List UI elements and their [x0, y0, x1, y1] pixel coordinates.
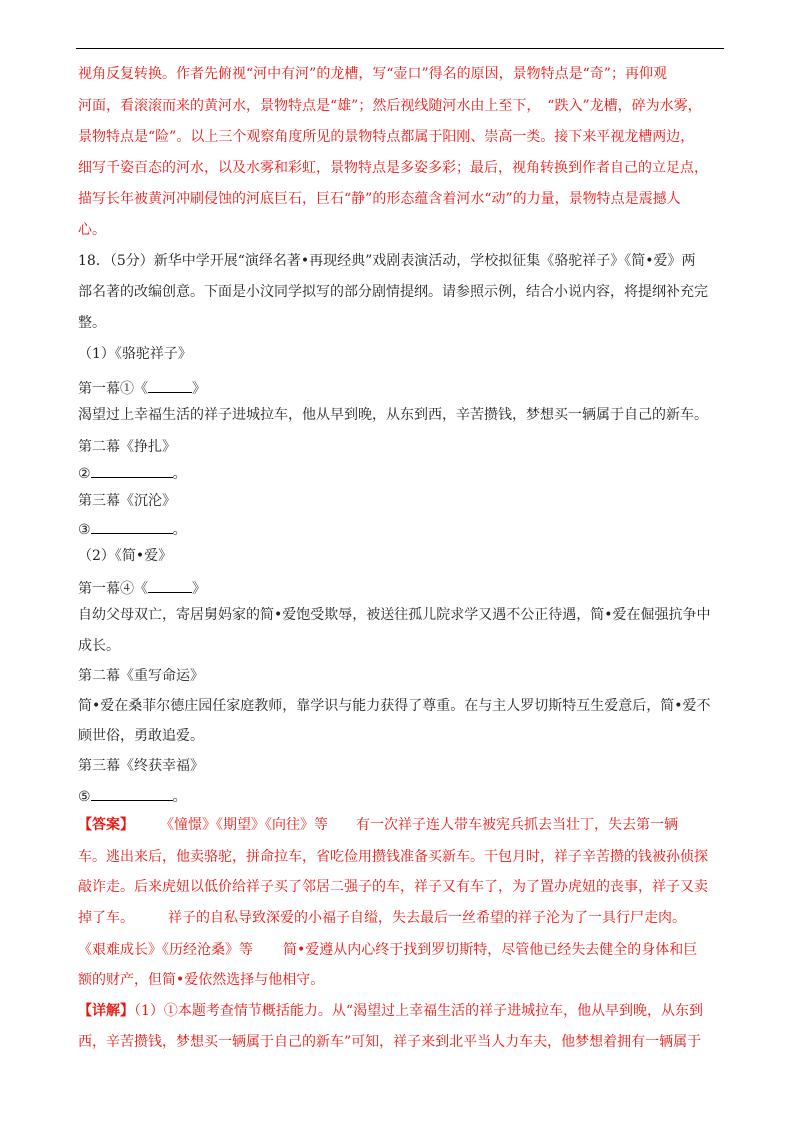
header-rule — [76, 48, 724, 49]
answer-line: 车。逃出来后，他卖骆驼，拼命拉车，省吃俭用攒钱准备买新车。干包月时，祥子辛苦攒的钱被孙侦探 — [78, 849, 708, 865]
analysis-line: 描写长年被黄河冲刷侵蚀的河底巨石，巨石“静”的形态蕴含着河水“动”的力量，景物特点是震撼人 — [78, 191, 681, 207]
part1-act2-title: 第二幕《挣扎》 — [78, 439, 176, 455]
question-text: 整。 — [78, 315, 106, 331]
analysis-line: 河面，看滚滚而来的黄河水，景物特点是“雄”；然后视线随河水由上至下， “跌入”龙槽，碎为水雾， — [78, 98, 702, 114]
part2-act1-text: 成长。 — [78, 638, 120, 654]
answer-line: 《艰难成长》《历经沧桑》等 简•爱遵从内心终于找到罗切斯特，尽管他已经失去健全的身体和巨 — [78, 942, 698, 958]
part1-act1-title: 第一幕①《 》 — [78, 376, 206, 399]
answer-line: 额的财产，但简•爱依然选择与他相守。 — [78, 972, 325, 988]
part2-act3-title: 第三幕《终获幸福》 — [78, 758, 204, 774]
answer-tag: 【答案】 — [78, 817, 134, 833]
answer-line: 祥子的自私导致深爱的小福子自缢，失去最后一丝希望的祥子沦为了一具行尸走肉。 — [168, 910, 686, 926]
answer-line: 敲诈走。后来虎妞以低价给祥子买了邻居二强子的车，祥子又有车了，为了置办虎妞的丧事，祥子又卖 — [78, 879, 708, 895]
analysis-line: 视角反复转换。作者先俯视“河中有河”的龙槽，写“壶口”得名的原因，景物特点是“奇”；再仰观 — [78, 66, 667, 82]
detail-line: 西，辛苦攒钱，梦想买一辆属于自己的新车”可知，祥子来到北平当人力车夫，他梦想着拥有一辆属于 — [78, 1034, 702, 1050]
answer-blank-2[interactable] — [91, 461, 173, 478]
part2-act2-title: 第二幕《重写命运》 — [78, 668, 204, 684]
answer-blank-4[interactable] — [148, 576, 192, 593]
part2-act3-answer: ⑤ 。 — [78, 784, 187, 807]
question-text: 部名著的改编创意。下面是小汶同学拟写的部分剧情提纲。请参照示例，结合小说内容，将提纲补充完 — [78, 284, 708, 300]
answer-line: 【答案】 《憧憬》《期望》《向往》等 有一次祥子连人带车被宪兵抓去当壮丁，失去第一辆 — [78, 817, 678, 833]
part2-heading: （2）《简•爱》 — [78, 548, 173, 564]
part2-act1-text: 自幼父母双亡，寄居舅妈家的简•爱饱受欺辱，被送往孤儿院求学又遇不公正待遇，简•爱在倔强抗争中 — [78, 607, 711, 623]
part2-act2-text: 简•爱在桑菲尔德庄园任家庭教师，靠学识与能力获得了尊重。在与主人罗切斯特互生爱意后，简•爱不 — [78, 698, 711, 714]
answer-blank-3[interactable] — [91, 517, 173, 534]
part1-act3-answer: ③ 。 — [78, 517, 187, 540]
answer-blank-5[interactable] — [91, 784, 173, 801]
part1-act3-title: 第三幕《沉沦》 — [78, 493, 176, 509]
part2-act2-text: 顾世俗，勇敢追爱。 — [78, 728, 204, 744]
part1-act1-text: 渴望过上幸福生活的祥子进城拉车，他从早到晚，从东到西，辛苦攒钱，梦想买一辆属于自己的新车。 — [78, 407, 708, 423]
part2-act1-title: 第一幕④《 》 — [78, 576, 206, 599]
part1-heading: （1）《骆驼祥子》 — [78, 346, 192, 362]
detail-tag: 【详解】 — [78, 1003, 134, 1019]
detail-line: 【详解】（1）①本题考查情节概括能力。从“渴望过上幸福生活的祥子进城拉车，他从早到晚，从东到 — [78, 1003, 704, 1019]
analysis-line: 景物特点是“险”。以上三个观察角度所见的景物特点都属于阳刚、崇高一类。接下来平视龙槽两边， — [78, 129, 695, 145]
answer-line: 掉了车。 — [78, 910, 134, 926]
analysis-line: 心。 — [78, 222, 106, 238]
answer-blank-1[interactable] — [148, 376, 192, 393]
question-text: 18．（5分）新华中学开展“演绎名著•再现经典”戏剧表演活动，学校拟征集《骆驼祥子》《简•爱》两 — [78, 253, 696, 269]
part1-act2-answer: ② 。 — [78, 461, 187, 484]
analysis-line: 细写千姿百态的河水，以及水雾和彩虹，景物特点是多姿多彩；最后，视角转换到作者自己的立足点， — [78, 160, 708, 176]
